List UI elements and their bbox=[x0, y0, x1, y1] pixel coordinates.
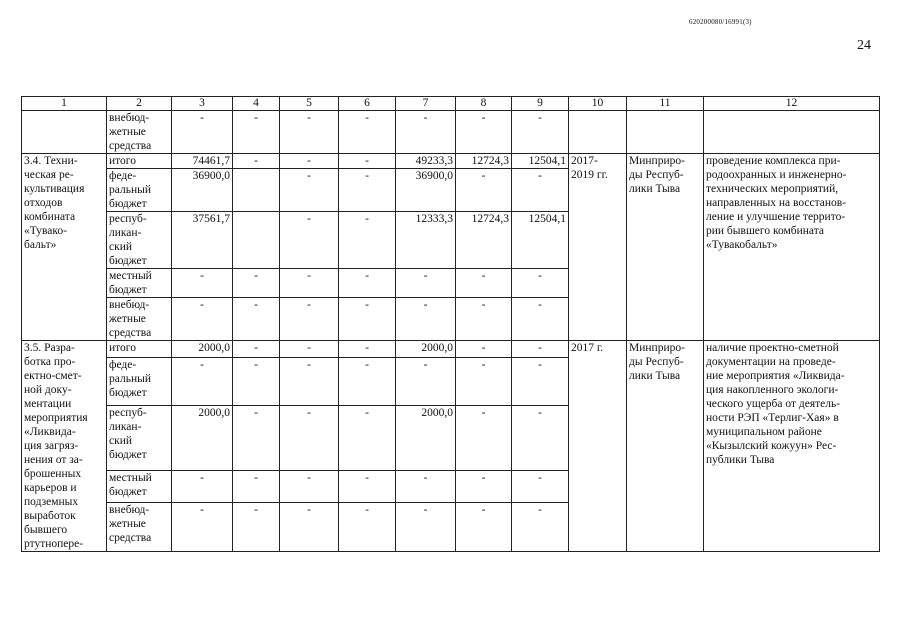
value-cell: 12333,3 bbox=[396, 212, 456, 269]
column-header-2: 2 bbox=[107, 97, 172, 111]
value-cell: - bbox=[172, 503, 233, 552]
value-cell: - bbox=[512, 269, 569, 298]
value-cell: - bbox=[512, 503, 569, 552]
period-cell: 2017 г. bbox=[569, 341, 627, 552]
column-header-5: 5 bbox=[280, 97, 339, 111]
value-cell: - bbox=[233, 357, 280, 406]
table-row bbox=[22, 341, 880, 358]
value-cell: - bbox=[396, 503, 456, 552]
item-title-cell: 3.5. Разра- ботка про- ектно-смет- ной доку- ментации мероприятия «Ликвида- ция загряз- нения от за- брошенных карьеров и подземных выработок бывшего ртутнопере- bbox=[22, 341, 107, 552]
value-cell: - bbox=[512, 406, 569, 470]
value-cell: - bbox=[280, 111, 339, 154]
value-cell: - bbox=[456, 111, 512, 154]
value-cell: - bbox=[456, 169, 512, 212]
value-cell: - bbox=[280, 212, 339, 269]
value-cell: - bbox=[396, 269, 456, 298]
value-cell bbox=[233, 169, 280, 212]
executor-cell: Минприро- ды Респуб- лики Тыва bbox=[627, 341, 704, 552]
result-cell bbox=[704, 111, 880, 154]
value-cell: - bbox=[172, 111, 233, 154]
value-cell: - bbox=[233, 298, 280, 341]
item-title-cell: 3.4. Техни- ческая ре- культивация отходов комбината «Тувако- бальт» bbox=[22, 154, 107, 341]
column-header-12: 12 bbox=[704, 97, 880, 111]
value-cell: 36900,0 bbox=[172, 169, 233, 212]
value-cell: - bbox=[280, 357, 339, 406]
column-header-11: 11 bbox=[627, 97, 704, 111]
result-cell: наличие проектно-сметной документации на проведе- ние мероприятия «Ликвида- ция накопленного экологи- ческого ущерба от деятель- ности РЭП «Терлиг-Хая» в муниципальном районе «Кызылский кожуун» Рес- публики Тыва bbox=[704, 341, 880, 552]
value-cell: - bbox=[233, 470, 280, 503]
item-title-cell bbox=[22, 111, 107, 154]
page-number: 24 bbox=[857, 38, 871, 53]
funding-type-cell: местный бюджет bbox=[107, 269, 172, 298]
value-cell: - bbox=[339, 406, 396, 470]
value-cell: - bbox=[339, 269, 396, 298]
value-cell: - bbox=[233, 269, 280, 298]
value-cell: 37561,7 bbox=[172, 212, 233, 269]
value-cell: - bbox=[512, 111, 569, 154]
funding-type-cell: внебюд- жетные средства bbox=[107, 111, 172, 154]
funding-type-cell: внебюд- жетные средства bbox=[107, 503, 172, 552]
executor-cell bbox=[627, 111, 704, 154]
value-cell: - bbox=[339, 503, 396, 552]
value-cell: - bbox=[233, 111, 280, 154]
value-cell: - bbox=[456, 357, 512, 406]
value-cell: - bbox=[339, 357, 396, 406]
value-cell: 36900,0 bbox=[396, 169, 456, 212]
value-cell: - bbox=[396, 298, 456, 341]
value-cell: 74461,7 bbox=[172, 154, 233, 169]
funding-type-cell: итого bbox=[107, 341, 172, 358]
value-cell bbox=[233, 212, 280, 269]
column-header-9: 9 bbox=[512, 97, 569, 111]
value-cell: - bbox=[172, 470, 233, 503]
value-cell: - bbox=[396, 470, 456, 503]
value-cell: - bbox=[233, 406, 280, 470]
period-cell: 2017- 2019 гг. bbox=[569, 154, 627, 341]
value-cell: - bbox=[172, 357, 233, 406]
column-header-10: 10 bbox=[569, 97, 627, 111]
executor-cell: Минприро- ды Респуб- лики Тыва bbox=[627, 154, 704, 341]
header-row bbox=[22, 97, 880, 111]
value-cell: - bbox=[512, 357, 569, 406]
value-cell: 2000,0 bbox=[172, 341, 233, 358]
value-cell: - bbox=[396, 111, 456, 154]
value-cell: - bbox=[233, 341, 280, 358]
value-cell: - bbox=[280, 503, 339, 552]
value-cell: - bbox=[456, 269, 512, 298]
program-table bbox=[21, 96, 880, 552]
value-cell: - bbox=[280, 298, 339, 341]
value-cell: 12504,1 bbox=[512, 212, 569, 269]
document-code: 620200080/16991(3) bbox=[689, 18, 752, 26]
value-cell: - bbox=[456, 503, 512, 552]
value-cell: 12724,3 bbox=[456, 154, 512, 169]
value-cell: - bbox=[339, 169, 396, 212]
value-cell: - bbox=[339, 341, 396, 358]
funding-type-cell: феде- ральный бюджет bbox=[107, 357, 172, 406]
value-cell: 49233,3 bbox=[396, 154, 456, 169]
value-cell: - bbox=[456, 341, 512, 358]
value-cell: - bbox=[456, 406, 512, 470]
value-cell: - bbox=[339, 154, 396, 169]
value-cell: - bbox=[280, 341, 339, 358]
value-cell: - bbox=[512, 341, 569, 358]
column-header-4: 4 bbox=[233, 97, 280, 111]
value-cell: - bbox=[172, 269, 233, 298]
value-cell: - bbox=[280, 169, 339, 212]
value-cell: 2000,0 bbox=[172, 406, 233, 470]
funding-type-cell: внебюд- жетные средства bbox=[107, 298, 172, 341]
value-cell: - bbox=[512, 169, 569, 212]
value-cell: - bbox=[280, 470, 339, 503]
value-cell: - bbox=[280, 269, 339, 298]
funding-type-cell: респуб- ликан- ский бюджет bbox=[107, 406, 172, 470]
value-cell: - bbox=[396, 357, 456, 406]
column-header-7: 7 bbox=[396, 97, 456, 111]
value-cell: - bbox=[280, 154, 339, 169]
value-cell: - bbox=[512, 298, 569, 341]
column-header-1: 1 bbox=[22, 97, 107, 111]
table-row bbox=[22, 111, 880, 154]
value-cell: - bbox=[512, 470, 569, 503]
result-cell: проведение комплекса при- родоохранных и инженерно- технических мероприятий, направленных на восстанов- ление и улучшение террито- рии бывшего комбината «Тувакобальт» bbox=[704, 154, 880, 341]
value-cell: - bbox=[456, 298, 512, 341]
value-cell: - bbox=[280, 406, 339, 470]
value-cell: 2000,0 bbox=[396, 341, 456, 358]
value-cell: 12504,1 bbox=[512, 154, 569, 169]
table-row bbox=[22, 154, 880, 169]
value-cell: - bbox=[339, 212, 396, 269]
value-cell: - bbox=[172, 298, 233, 341]
column-header-6: 6 bbox=[339, 97, 396, 111]
value-cell: 2000,0 bbox=[396, 406, 456, 470]
column-header-3: 3 bbox=[172, 97, 233, 111]
value-cell: - bbox=[456, 470, 512, 503]
column-header-8: 8 bbox=[456, 97, 512, 111]
value-cell: - bbox=[339, 470, 396, 503]
value-cell: - bbox=[233, 154, 280, 169]
value-cell: - bbox=[233, 503, 280, 552]
funding-type-cell: итого bbox=[107, 154, 172, 169]
funding-type-cell: феде- ральный бюджет bbox=[107, 169, 172, 212]
value-cell: 12724,3 bbox=[456, 212, 512, 269]
funding-type-cell: респуб- ликан- ский бюджет bbox=[107, 212, 172, 269]
funding-type-cell: местный бюджет bbox=[107, 470, 172, 503]
value-cell: - bbox=[339, 298, 396, 341]
value-cell: - bbox=[339, 111, 396, 154]
period-cell bbox=[569, 111, 627, 154]
